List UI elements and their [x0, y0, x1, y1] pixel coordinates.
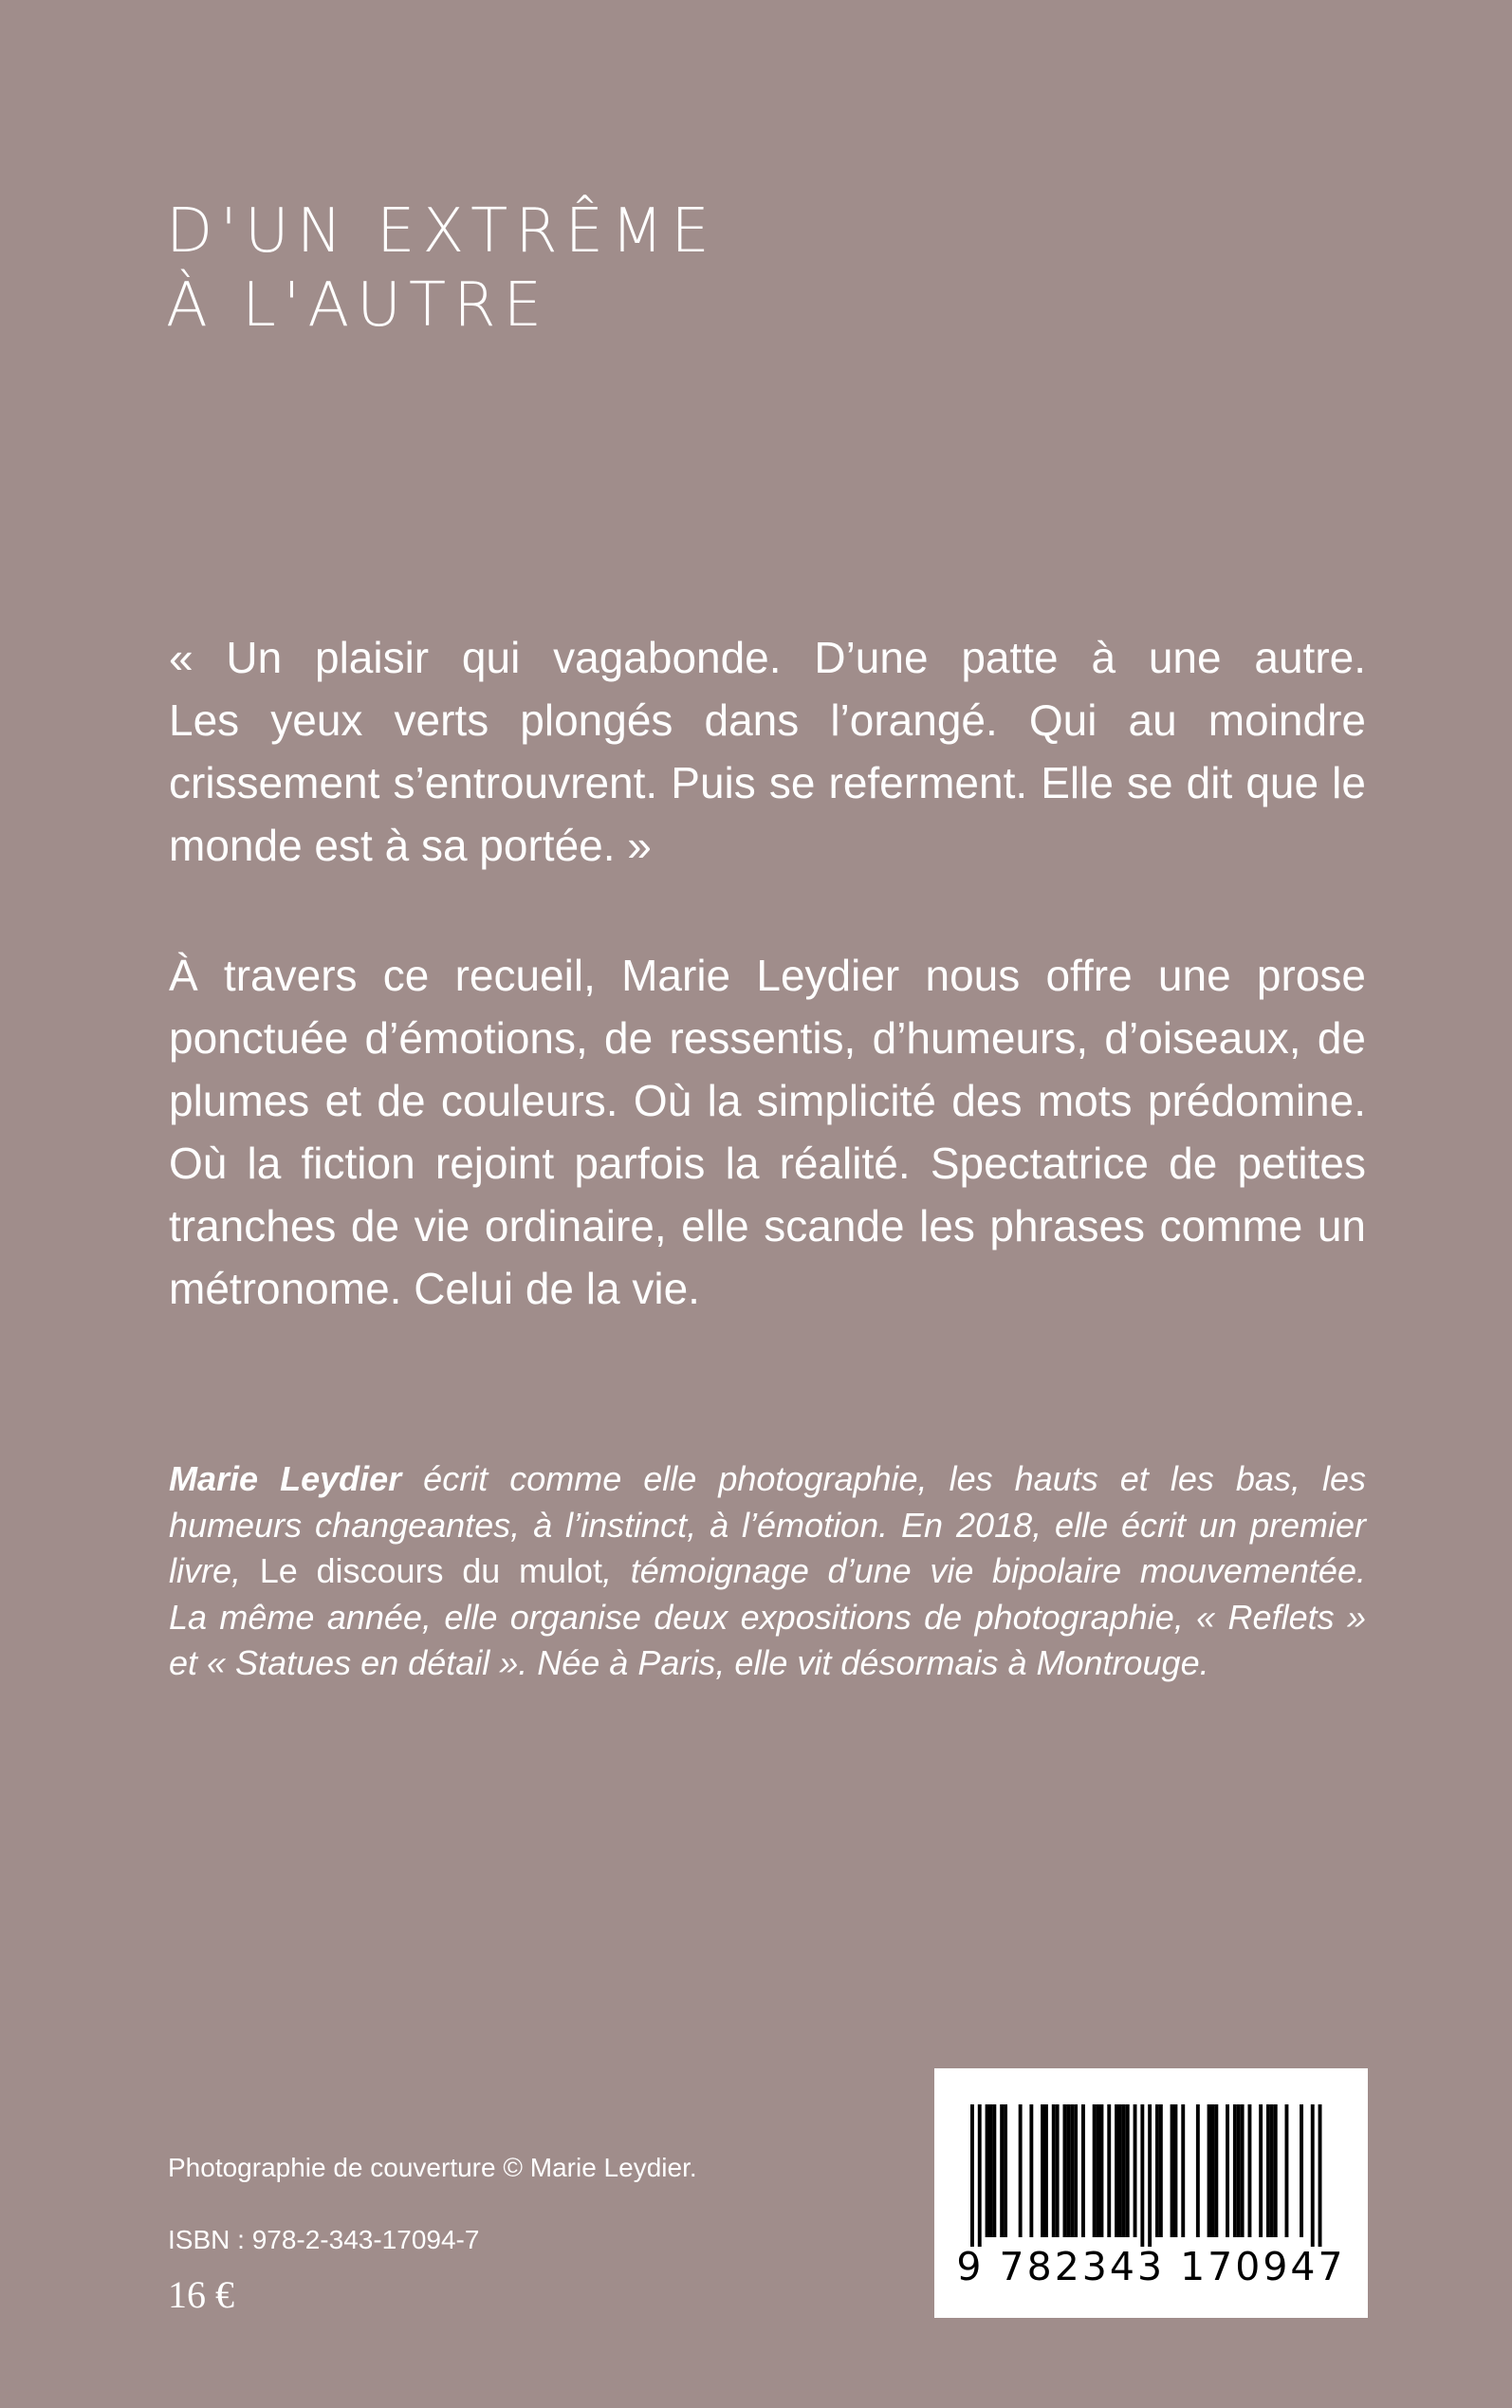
barcode-bar — [1181, 2104, 1185, 2237]
description-line: tranches de vie ordinaire, elle scande les phrases comme un — [169, 1201, 1366, 1250]
description-line: Où la fiction rejoint parfois la réalité. Spectatrice de petites — [169, 1139, 1366, 1188]
barcode-bar — [1056, 2104, 1060, 2237]
author-bio — [169, 1456, 1366, 1687]
barcode-bar — [1107, 2104, 1111, 2237]
description-line: À travers ce recueil, Marie Leydier nous offre une prose — [169, 951, 1366, 1000]
barcode-bar — [1211, 2104, 1215, 2237]
barcode-bar — [1044, 2104, 1048, 2237]
barcode-bar — [986, 2104, 989, 2237]
quote-line: monde est à sa portée. » — [169, 821, 652, 870]
barcode-bar — [1041, 2104, 1044, 2237]
barcode-bar — [1066, 2104, 1070, 2237]
quote-line: Les yeux verts plongés dans l’orangé. Qui au moindre — [169, 695, 1366, 745]
barcode-bar — [1118, 2104, 1122, 2237]
author-name: Marie Leydier — [169, 1459, 402, 1498]
barcode-bar — [1019, 2104, 1023, 2237]
barcode-bar — [1029, 2104, 1033, 2237]
barcode-bar — [1241, 2104, 1245, 2237]
barcode-bar — [1233, 2104, 1237, 2237]
description-line: plumes et de couleurs. Où la simplicité des mots prédomine. — [169, 1076, 1366, 1125]
barcode-bar — [1266, 2104, 1270, 2237]
barcode-bar — [1226, 2104, 1229, 2237]
barcode-bar — [1100, 2104, 1104, 2237]
barcode-bar — [1259, 2104, 1263, 2237]
barcode-bar — [1155, 2104, 1159, 2237]
photo-credit: Photographie de couverture © Marie Leydier. — [168, 2153, 697, 2182]
barcode-number: 9 782343 170947 — [956, 2244, 1346, 2289]
bio-line — [169, 1456, 1366, 1503]
barcode-bar — [1115, 2104, 1118, 2237]
barcode-guard-bar — [978, 2104, 982, 2247]
previous-book-title: Le discours du mulot — [259, 1551, 602, 1590]
price: 16 € — [168, 2273, 234, 2316]
quote-line: « Un plaisir qui vagabonde. D’une patte à une autre. — [169, 633, 1366, 682]
barcode-bar — [1097, 2104, 1100, 2237]
barcode-bar — [1300, 2104, 1303, 2237]
barcode-bar — [1093, 2104, 1097, 2237]
barcode-bar — [1134, 2104, 1137, 2237]
bio-line: et « Statues en détail ». Née à Paris, elle vit désormais à Montrouge. — [169, 1643, 1209, 1682]
bio-text: , témoignage d’une vie bipolaire mouvementée. — [602, 1551, 1366, 1590]
barcode-bar — [1270, 2104, 1274, 2237]
barcode-bar — [1052, 2104, 1056, 2237]
bio-line: humeurs changeantes, à l’instinct, à l’émotion. En 2018, elle écrit un premier — [169, 1505, 1366, 1545]
bio-line: La même année, elle organise deux expositions de photographie, « Reflets » — [169, 1597, 1366, 1637]
barcode-bar — [1174, 2104, 1178, 2237]
description-line: ponctuée d’émotions, de ressentis, d’humeurs, d’oiseaux, de — [169, 1013, 1366, 1063]
title-line-2: À L'AUTRE — [166, 270, 549, 341]
barcode-bar — [1208, 2104, 1211, 2237]
quote-line: crissement s’entrouvrent. Puis se referment. Elle se dit que le — [169, 758, 1366, 807]
barcode-bar — [1285, 2104, 1289, 2237]
barcode-bar — [1081, 2104, 1085, 2237]
barcode-bar — [1126, 2104, 1130, 2237]
book-title — [166, 194, 717, 343]
barcode-bar — [1063, 2104, 1067, 2237]
barcode-bar — [1171, 2104, 1174, 2237]
barcode-bar — [1070, 2104, 1074, 2237]
barcode-bar — [1214, 2104, 1218, 2237]
excerpt-quote — [169, 626, 1366, 877]
barcode-bar — [1248, 2104, 1252, 2237]
barcode-guard-bar — [970, 2104, 974, 2247]
barcode-bar — [1196, 2104, 1200, 2237]
bio-text: livre, — [169, 1551, 260, 1590]
bio-line — [169, 1548, 1366, 1595]
barcode-bar — [1237, 2104, 1241, 2237]
barcode-bar — [989, 2104, 993, 2237]
barcode-bars — [934, 2068, 1368, 2249]
barcode-bar — [1159, 2104, 1163, 2237]
barcode-guard-bar — [1311, 2104, 1315, 2247]
bio-text: écrit comme elle photographie, les hauts et les bas, les — [401, 1459, 1366, 1498]
description-line: métronome. Celui de la vie. — [169, 1264, 700, 1313]
barcode-bar — [992, 2104, 996, 2237]
title-line-1: D'UN EXTRÊME — [166, 196, 717, 267]
book-description — [169, 944, 1366, 1320]
barcode-bar — [1274, 2104, 1278, 2237]
barcode-guard-bar — [1140, 2104, 1144, 2247]
barcode-bar — [1122, 2104, 1126, 2237]
isbn: ISBN : 978-2-343-17094-7 — [168, 2225, 480, 2254]
barcode — [934, 2068, 1368, 2318]
barcode-guard-bar — [1148, 2104, 1152, 2247]
barcode-bar — [1004, 2104, 1007, 2237]
barcode-guard-bar — [1318, 2104, 1322, 2247]
barcode-bar — [1000, 2104, 1004, 2237]
barcode-bar — [1074, 2104, 1078, 2237]
